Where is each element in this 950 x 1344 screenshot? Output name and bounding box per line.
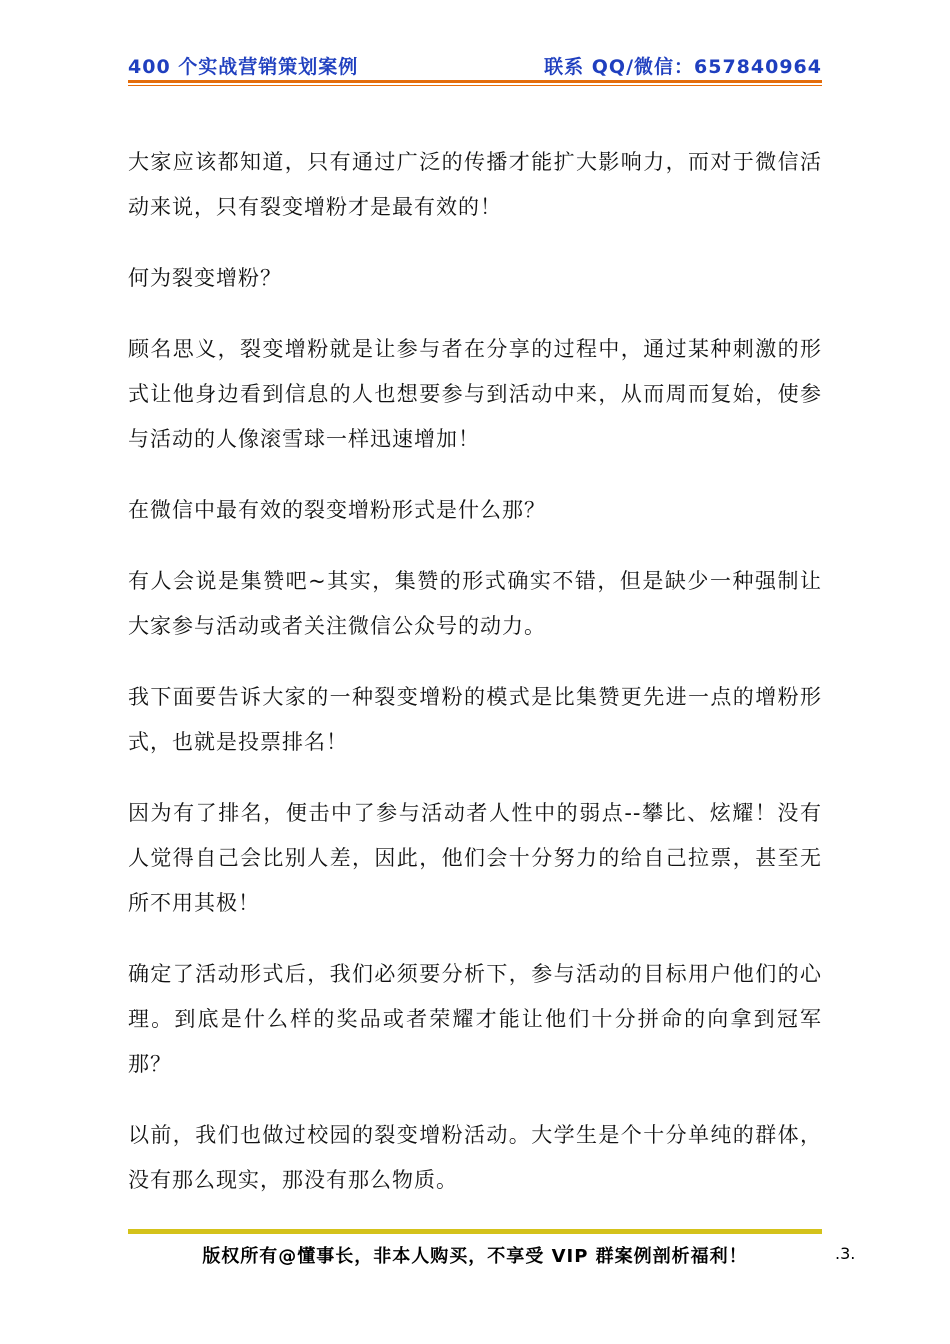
page-header <box>128 52 822 82</box>
footer-copyright: 版权所有@懂事长，非本人购买，不享受 VIP 群案例剖析福利！ <box>202 1246 748 1267</box>
header-divider-thin <box>128 85 822 86</box>
paragraph: 我下面要告诉大家的一种裂变增粉的模式是比集赞更先进一点的增粉形式，也就是投票排名！ <box>128 685 822 754</box>
paragraph: 何为裂变增粉？ <box>128 266 282 290</box>
header-title: 400 个实战营销策划案例 <box>128 56 359 78</box>
page-number: .3. <box>835 1244 856 1263</box>
paragraph: 在微信中最有效的裂变增粉形式是什么那？ <box>128 498 546 522</box>
header-contact: 联系 QQ/微信：657840964 <box>544 56 822 78</box>
document-body <box>128 140 822 1229</box>
paragraph: 有人会说是集赞吧~其实，集赞的形式确实不错，但是缺少一种强制让大家参与活动或者关注微信公众号的动力。 <box>128 569 822 638</box>
paragraph: 顾名思义，裂变增粉就是让参与者在分享的过程中，通过某种刺激的形式让他身边看到信息的人也想要参与到活动中来，从而周而复始，使参与活动的人像滚雪球一样迅速增加！ <box>128 337 822 451</box>
paragraph: 以前，我们也做过校园的裂变增粉活动。大学生是个十分单纯的群体，没有那么现实，那没有那么物质。 <box>128 1123 822 1192</box>
header-divider <box>128 80 822 83</box>
paragraph: 大家应该都知道，只有通过广泛的传播才能扩大影响力，而对于微信活动来说，只有裂变增粉才是最有效的！ <box>128 150 822 219</box>
paragraph: 确定了活动形式后，我们必须要分析下，参与活动的目标用户他们的心理。到底是什么样的奖品或者荣耀才能让他们十分拼命的向拿到冠军那？ <box>128 962 822 1076</box>
footer-divider <box>128 1229 822 1234</box>
paragraph: 因为有了排名，便击中了参与活动者人性中的弱点--攀比、炫耀！没有人觉得自己会比别人差，因此，他们会十分努力的给自己拉票，甚至无所不用其极！ <box>128 801 822 915</box>
